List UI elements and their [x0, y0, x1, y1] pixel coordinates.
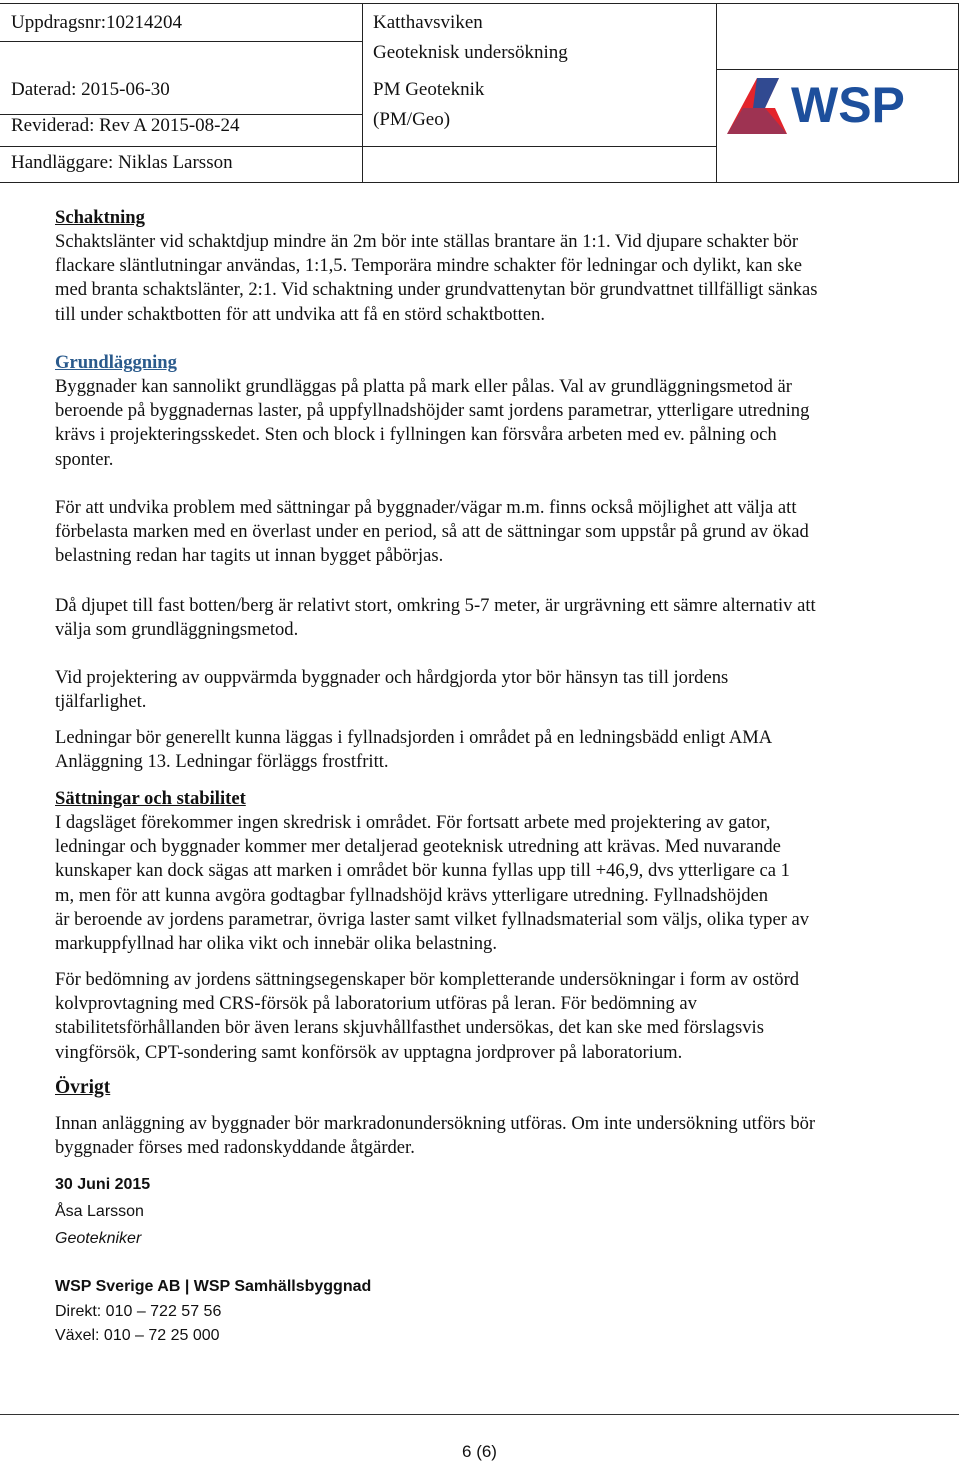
document-type: PM Geoteknik [373, 79, 485, 100]
heading-sattningar: Sättningar och stabilitet [55, 788, 246, 809]
heading-schaktning: Schaktning [55, 207, 145, 228]
daterad: Daterad: 2015-06-30 [11, 79, 170, 100]
logo-text: WSP [791, 77, 905, 133]
paragraph-grundlaggning-4: Vid projektering av ouppvärmda byggnader och hårdgjorda ytor bör hänsyn tas till jordens tjälfarlighet. [55, 667, 729, 713]
header-meta-column [0, 4, 363, 182]
phone-direct: Direkt: 010 – 722 57 56 [55, 1303, 222, 1320]
paragraph-grundlaggning-1: Byggnader kan sannolikt grundläggas på platta på mark eller pålas. Val av grundläggningsmetod är beroende på byggnadernas laster, på uppfyllnadshöjder samt jordens parametrar, ytterligare utredning krävs i projekteringsskedet. Sten och block i fyllningen kan försvåra arbeten med ev. pålning och sponter. [55, 376, 810, 470]
project-name: Katthavsviken [373, 12, 483, 33]
company-name: WSP Sverige AB | WSP Samhällsbyggnad [55, 1278, 372, 1295]
signature-title: Geotekniker [55, 1230, 142, 1247]
paragraph-sattningar-1: I dagsläget förekommer ingen skredrisk i området. För fortsatt arbete med projektering av gator, ledningar och byggnader kommer mer detaljerad geoteknisk utredning att krävas. Med nuvarande kunskaper kan dock sägas att marken i området bör kunna fyllas upp till +46,9, dvs ytterligare ca 1 m, men för att kunna avgöra godtagbar fyllnadshöjd krävs ytterligare utredning. Fyllnadshöjden är beroende av jordens parametrar, övriga laster samt vilket fyllnadsmaterial som väljs, olika typer av markuppfyllnad har olika vikt och innebär olika belastning. [55, 812, 810, 955]
signature-date: 30 Juni 2015 [55, 1176, 151, 1193]
heading-ovrigt: Övrigt [55, 1077, 111, 1098]
paragraph-grundlaggning-3: Då djupet till fast botten/berg är relativt stort, omkring 5-7 meter, är urgrävning ett sämre alternativ att välja som grundläggningsmetod. [55, 595, 816, 641]
logo-blue-mark [753, 78, 779, 108]
uppdragsnr: Uppdragsnr:10214204 [11, 12, 182, 33]
signature-name: Åsa Larsson [55, 1203, 144, 1220]
paragraph-ovrigt: Innan anläggning av byggnader bör markradonundersökning utföras. Om inte undersökning utförs bör byggnader förses med radonskyddande åtgärder. [55, 1113, 816, 1159]
header-title-column [362, 4, 717, 182]
phone-switchboard: Växel: 010 – 72 25 000 [55, 1327, 220, 1344]
paragraph-grundlaggning-2: För att undvika problem med sättningar på byggnader/vägar m.m. finns också möjlighet att välja att förbelasta marken med en överlast under en period, så att de sättningar som uppstår på grund av ökad belastning redan har tagits ut innan bygget påbörjas. [55, 497, 809, 567]
report-subject: Geoteknisk undersökning [373, 42, 568, 63]
paragraph-grundlaggning-5: Ledningar bör generellt kunna läggas i fyllnadsjorden i området på en ledningsbädd enligt AMA Anläggning 13. Ledningar förläggs frostfritt. [55, 727, 773, 773]
paragraph-sattningar-2: För bedömning av jordens sättningsegenskaper bör kompletterande undersökningar i form av ostörd kolvprovtagning med CRS-försök på laboratorium utföras på leran. För bedömning av stabilitetsförhållanden bör även lerans skjuvhållfasthet undersökas, det kan ske med förslagsvis vingförsök, CPT-sondering samt konförsök av upptagna jordprover på laboratorium. [55, 969, 800, 1063]
page-number: 6 (6) [462, 1442, 497, 1461]
heading-grundlaggning: Grundläggning [55, 352, 177, 373]
footer-divider [0, 1414, 959, 1415]
handlaggare: Handläggare: Niklas Larsson [11, 152, 233, 173]
paragraph-schaktning: Schaktslänter vid schaktdjup mindre än 2m bör inte ställas brantare än 1:1. Vid djupare schakter bör flackare släntlutningar användas, 1:1,5. Temporära mindre schakter för ledningar och dylikt, kan ske med branta schaktslänter, 2:1. Vid schaktning under grundvattenytan bör grundvattnet tillfälligt sänkas till under schaktbotten för att undvika att få en störd schaktbotten. [55, 231, 818, 325]
reviderad: Reviderad: Rev A 2015-08-24 [11, 115, 240, 136]
wsp-logo [727, 72, 919, 138]
document-abbreviation: (PM/Geo) [373, 109, 451, 130]
